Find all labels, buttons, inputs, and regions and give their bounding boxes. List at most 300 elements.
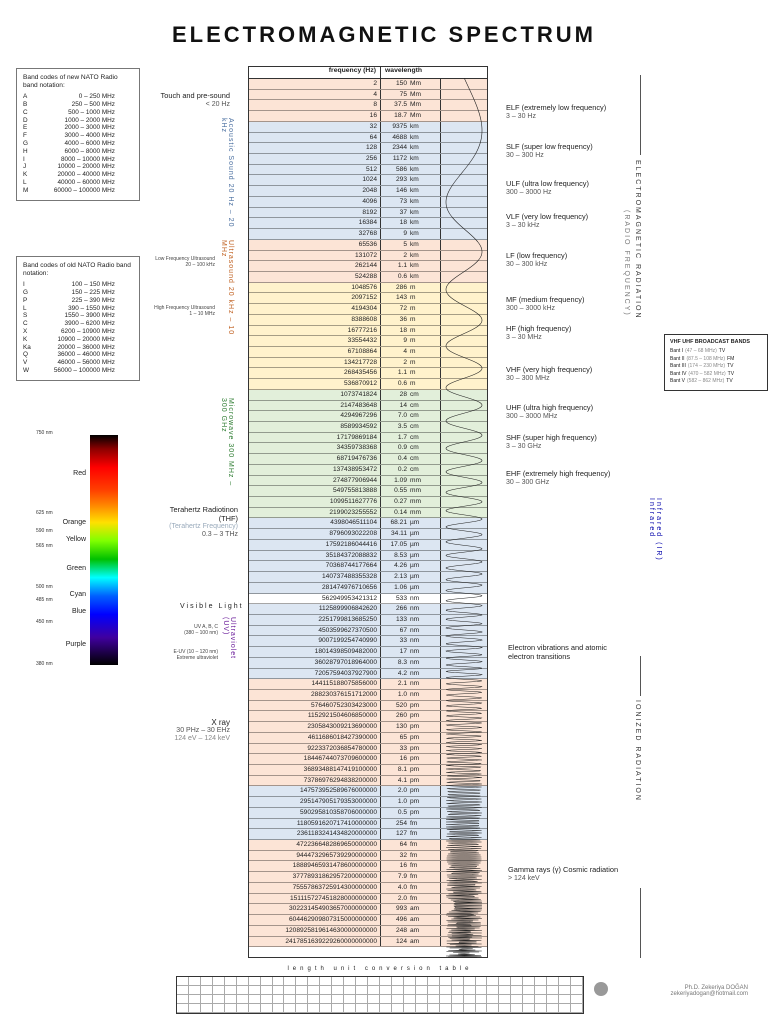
conversion-cell — [559, 1004, 571, 1013]
wavelength-unit: Mm — [409, 111, 441, 121]
broadcast-bands-box — [664, 334, 768, 391]
conversion-cell — [547, 995, 559, 1004]
wavelength-unit: cm — [409, 454, 441, 464]
band-code-row — [23, 156, 133, 164]
wavelength-unit: cm — [409, 411, 441, 421]
frequency-cell: 34359738368 — [249, 443, 381, 453]
conversion-cell — [416, 1004, 428, 1013]
frequency-cell: 536870912 — [249, 379, 381, 389]
band-code-row — [23, 124, 133, 132]
conversion-cell — [249, 986, 261, 995]
wavelength-value: 5 — [403, 240, 407, 248]
wavelength-value: 16 — [399, 862, 407, 870]
touch-title: Touch and pre-sound — [160, 91, 230, 100]
frequency-cell: 524288 — [249, 272, 381, 282]
frequency-cell: 288230376151712000 — [249, 690, 381, 700]
color-green: Green — [66, 565, 86, 572]
wavelength-value: 4.2 — [397, 669, 407, 677]
band-code-range: 500 – 1000 MHz — [68, 108, 115, 116]
wavelength-value: 2.0 — [397, 787, 407, 795]
band-code-letter: G — [23, 139, 28, 147]
frequency-cell: 1125899906842620 — [249, 604, 381, 614]
wavelength-unit: fm — [409, 883, 441, 893]
frequency-cell: 256 — [249, 154, 381, 164]
wave-illustration — [440, 78, 488, 958]
frequency-cell: 151115727451828000000000 — [249, 894, 381, 904]
wavelength-unit: km — [409, 154, 441, 164]
conversion-cell — [392, 977, 404, 986]
conversion-cell — [535, 1004, 547, 1013]
frequency-cell: 18014398509482000 — [249, 647, 381, 657]
ehf-label: EHF (extremely high frequency) 30 – 300 GHz — [506, 469, 611, 486]
band-code-row — [23, 312, 133, 320]
conversion-cell — [380, 995, 392, 1004]
wavelength-unit: fm — [409, 861, 441, 871]
conversion-cell — [249, 1004, 261, 1013]
conversion-cell — [511, 977, 523, 986]
wavelength-unit: m — [409, 293, 441, 303]
acoustic-label: Acoustic Sound 20 Hz – 20 kHz — [220, 118, 234, 228]
conversion-cell — [535, 986, 547, 995]
logo-icon — [594, 982, 608, 996]
wavelength-value: 18 — [399, 326, 407, 334]
ultrasound-label: Ultrasound 20 kHz – 10 MHz — [220, 240, 234, 336]
wavelength-value: 1.06 — [394, 583, 407, 591]
wavelength-unit: nm — [409, 636, 441, 646]
wavelength-unit: m — [409, 347, 441, 357]
conversion-cell — [440, 986, 452, 995]
frequency-cell: 16384 — [249, 218, 381, 228]
conversion-cell — [452, 1004, 464, 1013]
band-code-letter: F — [23, 132, 27, 140]
conversion-cell — [356, 977, 368, 986]
band-code-row — [23, 305, 133, 313]
band-code-letter: L — [23, 304, 27, 312]
wavelength-unit: mm — [409, 476, 441, 486]
wavelength-unit: Mm — [409, 90, 441, 100]
wavelength-value: 254 — [395, 819, 407, 827]
wavelength-value: 3.5 — [397, 423, 407, 430]
frequency-cell: 268435456 — [249, 368, 381, 378]
wavelength-unit: nm — [409, 647, 441, 657]
wavelength-value: 150 — [395, 80, 407, 87]
conversion-cell — [452, 995, 464, 1004]
band-code-letter: K — [23, 171, 28, 179]
wavelength-value: 8.53 — [394, 551, 407, 559]
band-code-row — [23, 179, 133, 187]
ion-arrow-line-2 — [640, 888, 641, 958]
wavelength-value: 4.26 — [394, 562, 407, 570]
electron-label: Electron vibrations and atomic electron transitions — [508, 643, 608, 661]
wavelength-unit: µm — [409, 572, 441, 582]
infrared-label: Infrared (IR) Infrared — [648, 498, 662, 562]
wavelength-unit: m — [409, 315, 441, 325]
conversion-cell — [547, 977, 559, 986]
uv-label: Ultraviolet (UV) — [222, 617, 236, 660]
conversion-cell — [296, 977, 308, 986]
conversion-cell — [284, 977, 296, 986]
frequency-cell: 144115188075856000 — [249, 679, 381, 689]
thf-label: Terahertz Radiotinon (THF) (Terahertz Frequency) 0.3 – 3 THz — [169, 505, 238, 539]
conversion-cell — [273, 977, 285, 986]
color-cyan: Cyan — [69, 591, 86, 598]
wavelength-value: 248 — [395, 926, 407, 934]
wavelength-value: 9 — [403, 337, 407, 345]
conversion-cell — [225, 1004, 237, 1013]
wavelength-value: 18.7 — [394, 112, 407, 120]
band-code-row — [23, 109, 133, 117]
frequency-cell: 131072 — [249, 251, 381, 261]
wavelength-unit: pm — [409, 722, 441, 732]
conversion-cell — [308, 977, 320, 986]
band-code-row — [23, 336, 133, 344]
band-code-range: 250 – 500 MHz — [71, 100, 115, 108]
frequency-cell: 1208925819614630000000000 — [249, 926, 381, 936]
wavelength-unit: cm — [409, 443, 441, 453]
hf-label: HF (high frequency) 3 – 30 MHz — [506, 324, 572, 341]
conversion-cell — [201, 986, 213, 995]
band-code-letter: X — [23, 327, 28, 335]
band-range: (87.5 – 108 MHz) — [686, 355, 726, 362]
wavelength-value: 64 — [399, 841, 407, 849]
wavelength-unit: nm — [409, 679, 441, 689]
author-name: Ph.D. Zekeriya DOĞAN — [684, 985, 748, 991]
frequency-cell: 8589934592 — [249, 422, 381, 432]
frequency-cell: 562949953421312 — [249, 594, 381, 604]
color-orange: Orange — [62, 519, 86, 526]
band-use: TV — [726, 378, 733, 384]
conversion-cell — [201, 1004, 213, 1013]
nm-485: 485 nm — [36, 597, 53, 603]
wavelength-unit: km — [409, 261, 441, 271]
em-radiation-label: ELECTROMAGNETIC RADIATION — [634, 160, 641, 320]
wavelength-value: 586 — [395, 165, 407, 173]
frequency-cell: 128 — [249, 143, 381, 153]
band-code-letter: G — [23, 288, 28, 296]
vlf-label: VLF (very low frequency) 3 – 30 kHz — [506, 212, 589, 229]
conversion-cell — [273, 995, 285, 1004]
conversion-cell — [487, 995, 499, 1004]
wavelength-unit: cm — [409, 433, 441, 443]
conversion-cell — [523, 1004, 535, 1013]
wavelength-value: 496 — [395, 916, 407, 924]
band-code-letter: A — [23, 93, 28, 101]
wavelength-unit: km — [409, 122, 441, 132]
nm-380: 380 nm — [36, 661, 53, 667]
wavelength-value: 266 — [395, 605, 407, 613]
wavelength-value: 993 — [395, 905, 407, 913]
band-code-row — [23, 297, 133, 305]
color-blue: Blue — [71, 608, 86, 615]
wavelength-value: 1.1 — [397, 369, 407, 377]
conversion-cell — [440, 995, 452, 1004]
high-freq-ultrasound: High Frequency Ultrasound 1 – 10 MHz — [154, 305, 215, 317]
conversion-cell — [332, 1004, 344, 1013]
color-purple: Purple — [65, 641, 86, 648]
frequency-cell: 262144 — [249, 261, 381, 271]
wavelength-unit: km — [409, 251, 441, 261]
frequency-cell: 1048576 — [249, 283, 381, 293]
frequency-cell: 33554432 — [249, 336, 381, 346]
band-code-row — [23, 93, 133, 101]
wavelength-value: 7.9 — [397, 873, 407, 881]
band-name: Bant IV — [670, 370, 687, 377]
band-code-letter: C — [23, 320, 28, 328]
conversion-cell — [380, 977, 392, 986]
wavelength-unit: km — [409, 143, 441, 153]
wavelength-unit: km — [409, 229, 441, 239]
wavelength-unit: fm — [409, 872, 441, 882]
band-code-letter: H — [23, 147, 28, 155]
vhf-label: VHF (very high frequency) 30 – 300 MHz — [506, 365, 593, 382]
conversion-cell — [213, 986, 225, 995]
wave-header: wavelength — [385, 67, 423, 74]
band-code-row — [23, 344, 133, 352]
conversion-cell — [308, 995, 320, 1004]
band-code-range: 2000 – 3000 MHz — [64, 124, 115, 132]
frequency-cell: 2361183241434820000000 — [249, 829, 381, 839]
wavelength-value: 0.6 — [397, 272, 407, 280]
wavelength-unit: pm — [409, 754, 441, 764]
frequency-cell: 17592186044416 — [249, 540, 381, 550]
wavelength-unit: µm — [409, 583, 441, 593]
wavelength-unit: nm — [409, 626, 441, 636]
conversion-cell — [511, 1004, 523, 1013]
broadcast-heading: VHF UHF BROADCAST BANDS — [670, 339, 750, 345]
wavelength-value: 1.09 — [394, 476, 407, 484]
frequency-cell: 2147483648 — [249, 401, 381, 411]
conversion-cell — [464, 1004, 476, 1013]
band-code-row — [23, 101, 133, 109]
wavelength-value: 1.7 — [397, 433, 407, 441]
conversion-cell — [404, 1004, 416, 1013]
wavelength-unit: µm — [409, 561, 441, 571]
wavelength-value: 2 — [403, 358, 407, 366]
frequency-cell: 75557863725914300000000 — [249, 883, 381, 893]
conversion-cell — [320, 1004, 332, 1013]
frequency-cell: 512 — [249, 165, 381, 175]
frequency-cell: 2048 — [249, 186, 381, 196]
wavelength-value: 0.14 — [394, 508, 407, 516]
wavelength-unit: cm — [409, 390, 441, 400]
band-code-range: 10900 – 20000 MHz — [57, 335, 115, 343]
conversion-cell — [177, 977, 189, 986]
frequency-cell: 1073741824 — [249, 390, 381, 400]
uv-abc: UV A, B, C (380 – 100 nm) — [184, 624, 218, 636]
wavelength-value: 68.21 — [390, 519, 407, 527]
band-code-letter: J — [23, 163, 27, 171]
conversion-cell — [428, 977, 440, 986]
frequency-cell: 281474976710656 — [249, 583, 381, 593]
band-code-letter: I — [23, 281, 25, 289]
wavelength-unit: m — [409, 358, 441, 368]
frequency-cell: 18889465931478600000000 — [249, 861, 381, 871]
conversion-cell — [356, 986, 368, 995]
wave-path — [446, 78, 482, 958]
band-code-range: 3900 – 6200 MHz — [64, 320, 115, 328]
frequency-cell: 1099511627776 — [249, 497, 381, 507]
conversion-cell — [464, 986, 476, 995]
wavelength-value: 73 — [399, 197, 407, 205]
conversion-cell — [368, 986, 380, 995]
band-code-letter: P — [23, 296, 28, 304]
wavelength-unit: nm — [409, 594, 441, 604]
band-use: FM — [727, 355, 735, 362]
conversion-cell — [332, 995, 344, 1004]
new-nato-box — [16, 68, 140, 201]
conversion-cell — [213, 1004, 225, 1013]
conversion-cell — [440, 977, 452, 986]
band-code-row — [23, 140, 133, 148]
euv: E-UV (10 – 120 nm) Extreme ultraviolet — [173, 649, 218, 661]
band-code-range: 20000 – 40000 MHz — [57, 171, 115, 179]
band-code-range: 100 – 150 MHz — [71, 281, 115, 289]
frequency-cell: 9007199254740990 — [249, 636, 381, 646]
wavelength-value: 17.05 — [390, 540, 407, 548]
shf-label: SHF (super high frequency) 3 – 30 GHz — [506, 433, 597, 450]
conversion-cell — [440, 1004, 452, 1013]
conversion-cell — [177, 1004, 189, 1013]
wavelength-value: 260 — [395, 712, 407, 720]
wavelength-unit: km — [409, 272, 441, 282]
conversion-cell — [189, 995, 201, 1004]
wavelength-value: 28 — [399, 390, 407, 398]
conversion-cell — [499, 986, 511, 995]
band-code-row — [23, 281, 133, 289]
wavelength-unit: µm — [409, 518, 441, 528]
conversion-cell — [320, 986, 332, 995]
band-code-letter: D — [23, 116, 28, 124]
wavelength-unit: mm — [409, 497, 441, 507]
band-range: (47 – 68 MHz) — [685, 348, 717, 354]
frequency-cell: 2417851639229260000000000 — [249, 937, 381, 947]
elf-label: ELF (extremely low frequency) 3 – 30 Hz — [506, 103, 607, 120]
wavelength-value: 124 — [395, 937, 407, 945]
band-code-letter: L — [23, 179, 27, 186]
page-title: ELECTROMAGNETIC SPECTRUM — [172, 22, 596, 47]
conversion-cell — [571, 995, 583, 1004]
wavelength-unit: m — [409, 326, 441, 336]
conversion-cell — [237, 986, 249, 995]
band-range: (174 – 230 MHz) — [687, 363, 726, 369]
conversion-cell — [499, 1004, 511, 1013]
wavelength-value: 293 — [395, 176, 407, 184]
wavelength-value: 1.0 — [397, 798, 407, 806]
conversion-cell — [464, 995, 476, 1004]
conversion-cell — [249, 995, 261, 1004]
band-range: (582 – 862 MHz) — [687, 378, 725, 384]
wavelength-value: 533 — [395, 594, 407, 602]
frequency-cell: 137438953472 — [249, 465, 381, 475]
wavelength-unit: pm — [409, 776, 441, 786]
wavelength-value: 520 — [395, 701, 407, 709]
band-code-row — [23, 359, 133, 367]
conversion-cell — [344, 1004, 356, 1013]
band-code-range: 56000 – 100000 MHz — [53, 367, 115, 374]
band-code-range: 4000 – 6000 MHz — [64, 139, 115, 147]
wavelength-unit: m — [409, 304, 441, 314]
frequency-cell: 36893488147419100000 — [249, 765, 381, 775]
nm-565: 565 nm — [36, 543, 53, 549]
frequency-cell: 604462909807315000000000 — [249, 915, 381, 925]
wavelength-value: 32 — [399, 851, 407, 859]
conversion-cell — [320, 995, 332, 1004]
uhf-label: UHF (ultra high frequency) 300 – 3000 MHz — [506, 403, 594, 420]
conversion-cell — [523, 995, 535, 1004]
band-code-range: 40000 – 60000 MHz — [57, 179, 115, 186]
wavelength-value: 0.27 — [394, 498, 407, 506]
frequency-cell: 4 — [249, 90, 381, 100]
frequency-cell: 140737488355328 — [249, 572, 381, 582]
conversion-cell — [356, 995, 368, 1004]
conversion-cell — [487, 986, 499, 995]
conversion-cell — [225, 995, 237, 1004]
conversion-cell — [249, 977, 261, 986]
band-code-letter: W — [23, 367, 30, 374]
frequency-cell: 4611686018427390000 — [249, 733, 381, 743]
wavelength-unit: fm — [409, 851, 441, 861]
wavelength-value: 37 — [399, 208, 407, 216]
conversion-cell — [261, 995, 273, 1004]
conversion-cell — [356, 1004, 368, 1013]
slf-label: SLF (super low frequency) 30 – 300 Hz — [506, 142, 593, 159]
conversion-cell — [452, 977, 464, 986]
wavelength-value: 0.4 — [397, 455, 407, 463]
wavelength-value: 0.6 — [397, 380, 407, 388]
wavelength-value: 2.0 — [397, 894, 407, 902]
band-use: TV — [727, 370, 735, 377]
frequency-cell: 73786976294838200000 — [249, 776, 381, 786]
wavelength-value: 72 — [399, 305, 407, 313]
wavelength-unit: pm — [409, 786, 441, 796]
visible-spectrum-bar — [90, 435, 118, 665]
conversion-cell — [476, 995, 488, 1004]
band-code-range: 20000 – 36000 MHz — [57, 343, 115, 351]
frequency-cell: 67108864 — [249, 347, 381, 357]
band-code-range: 6200 – 10900 MHz — [60, 327, 115, 335]
conversion-cell — [189, 986, 201, 995]
conversion-cell — [392, 986, 404, 995]
conversion-cell — [404, 986, 416, 995]
nm-450: 450 nm — [36, 619, 53, 625]
conversion-cell — [559, 986, 571, 995]
band-code-range: 36000 – 46000 MHz — [57, 351, 115, 359]
wavelength-value: 1172 — [392, 155, 407, 163]
conversion-table — [176, 976, 584, 1014]
frequency-cell: 1152921504606850000 — [249, 711, 381, 721]
frequency-cell: 18446744073709600000 — [249, 754, 381, 764]
wavelength-value: 2344 — [392, 144, 407, 152]
wavelength-unit: km — [409, 165, 441, 175]
visible-light-label: Visible Light — [180, 603, 244, 610]
band-code-range: 10000 – 20000 MHz — [57, 163, 115, 171]
conversion-title: length unit conversion table — [287, 966, 473, 972]
frequency-cell: 2251799813685250 — [249, 615, 381, 625]
conversion-cell — [416, 986, 428, 995]
conversion-cell — [189, 977, 201, 986]
conversion-cell — [332, 986, 344, 995]
broadcast-band-row — [670, 348, 762, 356]
wavelength-value: 0.55 — [394, 487, 407, 495]
band-name: Bant I — [670, 348, 684, 354]
conversion-cell — [296, 1004, 308, 1013]
wavelength-unit: pm — [409, 808, 441, 818]
band-code-letter: I — [23, 155, 25, 163]
band-code-letter: E — [23, 124, 28, 132]
wavelength-value: 14 — [399, 401, 407, 409]
frequency-cell: 32 — [249, 122, 381, 132]
wavelength-value: 16 — [399, 755, 407, 763]
